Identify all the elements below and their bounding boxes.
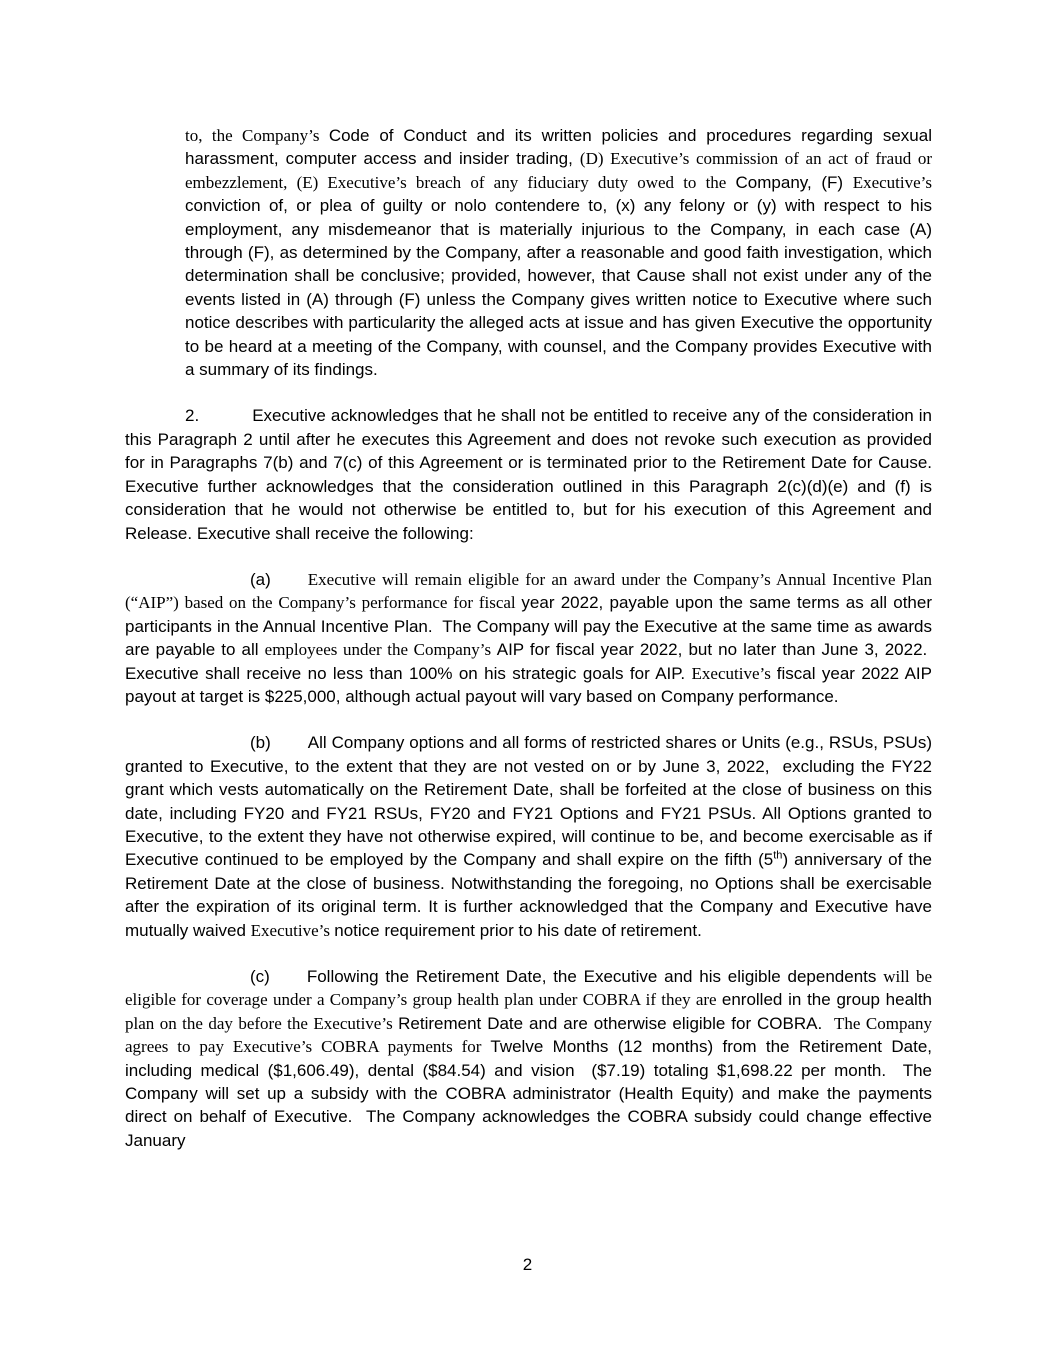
text-run: enrolled in the group health bbox=[721, 990, 933, 1010]
text-run: All Company options and all forms of restricted shares or Units (e.g., RSUs, PSUs) granted to Executive, to the extent that they are not vested on or by June 3, 2022, excluding the FY22 grant which vests automatically on the Retirement Date, shall be forfeited at the close of business on this date, including FY20 and FY21 RSUs, FY20 and FY21 Options and FY21 PSUs. All Options granted to Executive, to the extent they have not otherwise expired, will continue to be, and become exercisable as if Executive continued to be employed by the Company and shall expire on the fifth (5 bbox=[125, 733, 932, 870]
text-run: employees under the Company’s bbox=[264, 640, 497, 660]
text-run: Twelve Months (12 months) from the Retirement Date, including medical ($1,606.49), dental ($84.54) and vision ($7.19) totaling $1,698.22 per month. The Company will set up a subsidy with the COBRA administrator (Health Equity) and make the payments direct on behalf of Executive. The Company acknowledges the COBRA subsidy could change effective January bbox=[125, 1037, 932, 1150]
text-run: to, the Company’s bbox=[185, 126, 329, 145]
text-run: Following the Retirement Date, the Executive and his eligible dependents bbox=[306, 967, 884, 986]
text-run: AIP for fiscal year 2022, but no later than June 3, 2022. Executive shall receive no less than 100% on his strategic goals for AIP. bbox=[125, 640, 932, 683]
text-run: ) anniversary of the Retirement Date at the close of business. Notwithstanding the foregoing, no Options shall be exercisable after the expiration of its original term. It is further acknowledged that the Company and Executive have mutually waived bbox=[125, 850, 932, 940]
paragraph-2a-label: (a) bbox=[250, 569, 271, 589]
paragraph-2c bbox=[125, 965, 932, 1152]
clause-cause-continuation bbox=[185, 124, 932, 381]
text-run: (D) Executive’s commission of an act of fraud or embezzlement, (E) Executive’s breach of any fiduciary duty owed to the bbox=[185, 149, 932, 192]
text-run: Executive’s bbox=[852, 172, 933, 192]
text-run: conviction of, or plea of guilty or nolo contendere to, (x) any felony or (y) with respect to his employment, any misdemeanor that is materially injurious to the Company, in each case (A) through (F), as determined by the Company, after a reasonable and good faith investigation, which determination shall be conclusive; provided, however, that Cause shall not exist under any of the events listed in (A) through (F) unless the Company gives written notice to Executive where such notice describes with particularity the alleged acts at issue and has given Executive the opportunity to be heard at a meeting of the Company, with counsel, and the Company provides Executive with a summary of its findings. bbox=[185, 196, 932, 380]
text-run: fiscal year 2022 AIP payout at target is $225,000, although actual payout will vary based on Company performance. bbox=[125, 663, 932, 706]
text-run: will be eligible for coverage under a Company’s group health plan under COBRA if they are bbox=[125, 967, 932, 1010]
page-number: 2 bbox=[522, 1255, 533, 1274]
paragraph-2b-label: (b) bbox=[250, 733, 271, 753]
text-run: Retirement Date and are otherwise eligible for COBRA. bbox=[398, 1013, 835, 1033]
text-run: plan on the day before the Executive’s bbox=[125, 1013, 399, 1033]
text-run: notice requirement prior to his date of retirement. bbox=[334, 920, 702, 940]
text-run: Executive acknowledges that he shall not be entitled to receive any of the consideration in this Paragraph 2 until after he executes this Agreement and does not revoke such execution as provided for in Paragraphs 7(b) and 7(c) of this Agreement or is terminated prior to the Retirement Date for Cause. Executive further acknowledges that the consideration outlined in this Paragraph 2(c)(d)(e) and (f) is consideration that he would not otherwise be entitled to, but for his execution of this Agreement and Release. Executive shall receive the following: bbox=[125, 406, 932, 543]
text-run: Executive’s bbox=[691, 663, 777, 683]
page-footer bbox=[0, 1255, 1055, 1275]
text-run: The Company agrees to pay Executive’s COBRA payments for bbox=[125, 1013, 932, 1057]
paragraph-2c-label: (c) bbox=[250, 967, 270, 986]
text-run: Executive will remain eligible for an award under the Company’s Annual Incentive Plan (“AIP”) based on the Company’s performance for fiscal bbox=[125, 569, 932, 613]
paragraph-2b bbox=[125, 731, 932, 942]
paragraph-2a bbox=[125, 568, 932, 708]
paragraph-2 bbox=[125, 404, 932, 544]
text-run: Executive’s bbox=[250, 920, 335, 940]
document-body bbox=[125, 124, 932, 1175]
paragraph-2-label: 2. bbox=[185, 406, 200, 426]
text-run: Company, (F) bbox=[735, 172, 853, 192]
text-run: year 2022, payable upon the same terms as all other participants in the Annual Incentive Plan. The Company will pay the Executive at the same time as awards are payable to all bbox=[125, 593, 932, 660]
text-run: Code of Conduct and its written policies and procedures regarding sexual harassment, computer access and insider trading, bbox=[185, 126, 932, 169]
text-run: th bbox=[773, 849, 783, 862]
